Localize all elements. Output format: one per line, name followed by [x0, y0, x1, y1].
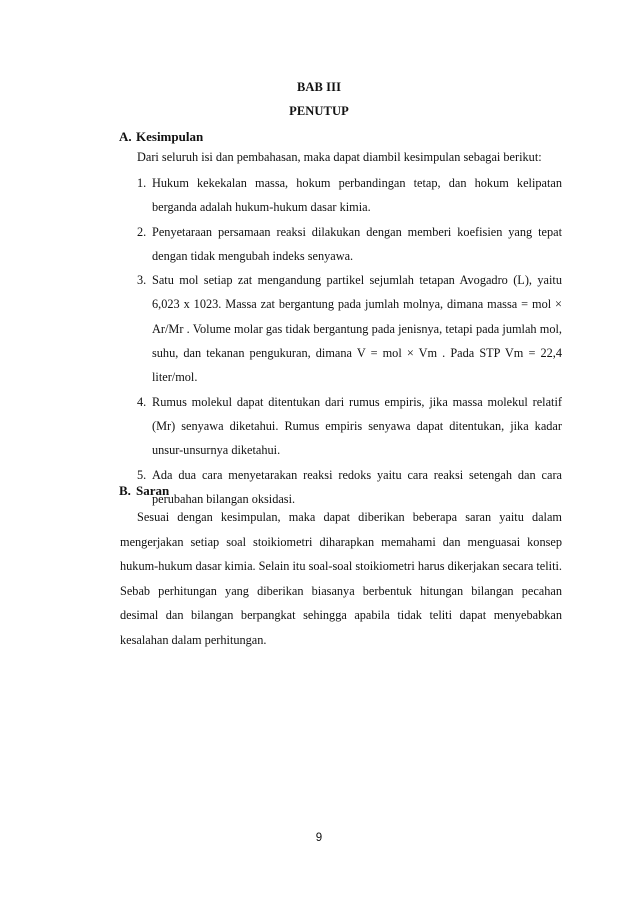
list-number: 5. — [137, 467, 147, 482]
list-text: Ada dua cara menyetarakan reaksi redoks yaitu cara reaksi setengah dan cara perubahan bilangan oksidasi. — [152, 467, 562, 506]
list-text: Satu mol setiap zat mengandung partikel sejumlah tetapan Avogadro (L), yaitu 6,023 x 1023. Massa zat bergantung pada jumlah molnya, dimana massa = mol × Ar/Mr . Volume molar gas tidak bergantung pada jenisnya, tetapi pada jumlah mol, suhu, dan tekanan pengukuran, dimana V = mol × Vm . Pada STP Vm = 22,4 liter/mol. — [152, 273, 562, 385]
saran-paragraph: Sesuai dengan kesimpulan, maka dapat diberikan beberapa saran yaitu dalam mengerjakan setiap soal stoikiometri diharapkan memahami dan menguasai konsep hukum-hukum dasar kimia. Selain itu soal-soal stoikiometri harus dikerjakan secara teliti. Sebab perhitungan yang diberikan biasanya berbentuk hitungan bilangan pecahan desimal dan bilangan berpangkat sehingga apabila tidak teliti dapat menyebabkan kesalahan dalam perhitungan. — [120, 510, 562, 647]
page-number: 9 — [315, 832, 323, 844]
list-number: 4. — [137, 394, 147, 409]
list-text: Rumus molekul dapat ditentukan dari rumus empiris, jika massa molekul relatif (Mr) senyawa diketahui. Rumus empiris senyawa dapat ditentukan, jika kadar unsur-unsurnya diketahui. — [152, 394, 562, 458]
section-title: Kesimpulan — [136, 129, 204, 144]
list-text: Penyetaraan persamaan reaksi dilakukan dengan memberi koefisien yang tepat dengan tidak mengubah indeks senyawa. — [152, 224, 562, 263]
section-heading-kesimpulan — [119, 129, 203, 145]
list-item — [137, 220, 562, 269]
list-item — [137, 463, 562, 512]
section-letter: B. — [119, 483, 131, 498]
list-number: 3. — [137, 273, 147, 288]
list-item — [137, 268, 562, 389]
section-letter: A. — [119, 129, 132, 144]
section-heading-saran — [119, 483, 169, 499]
list-number: 1. — [137, 176, 147, 190]
chapter-label: BAB III — [296, 80, 342, 94]
list-item — [137, 390, 562, 463]
kesimpulan-intro: Dari seluruh isi dan pembahasan, maka dapat diambil kesimpulan sebagai berikut: — [137, 150, 542, 164]
chapter-title: PENUTUP — [289, 104, 349, 118]
section-title: Saran — [136, 483, 170, 498]
list-text: Hukum kekekalan massa, hokum perbandingan tetap, dan hokum kelipatan berganda adalah hukum-hukum dasar kimia. — [152, 176, 562, 215]
list-number: 2. — [137, 224, 147, 239]
kesimpulan-list — [137, 171, 562, 511]
list-item — [137, 171, 562, 220]
